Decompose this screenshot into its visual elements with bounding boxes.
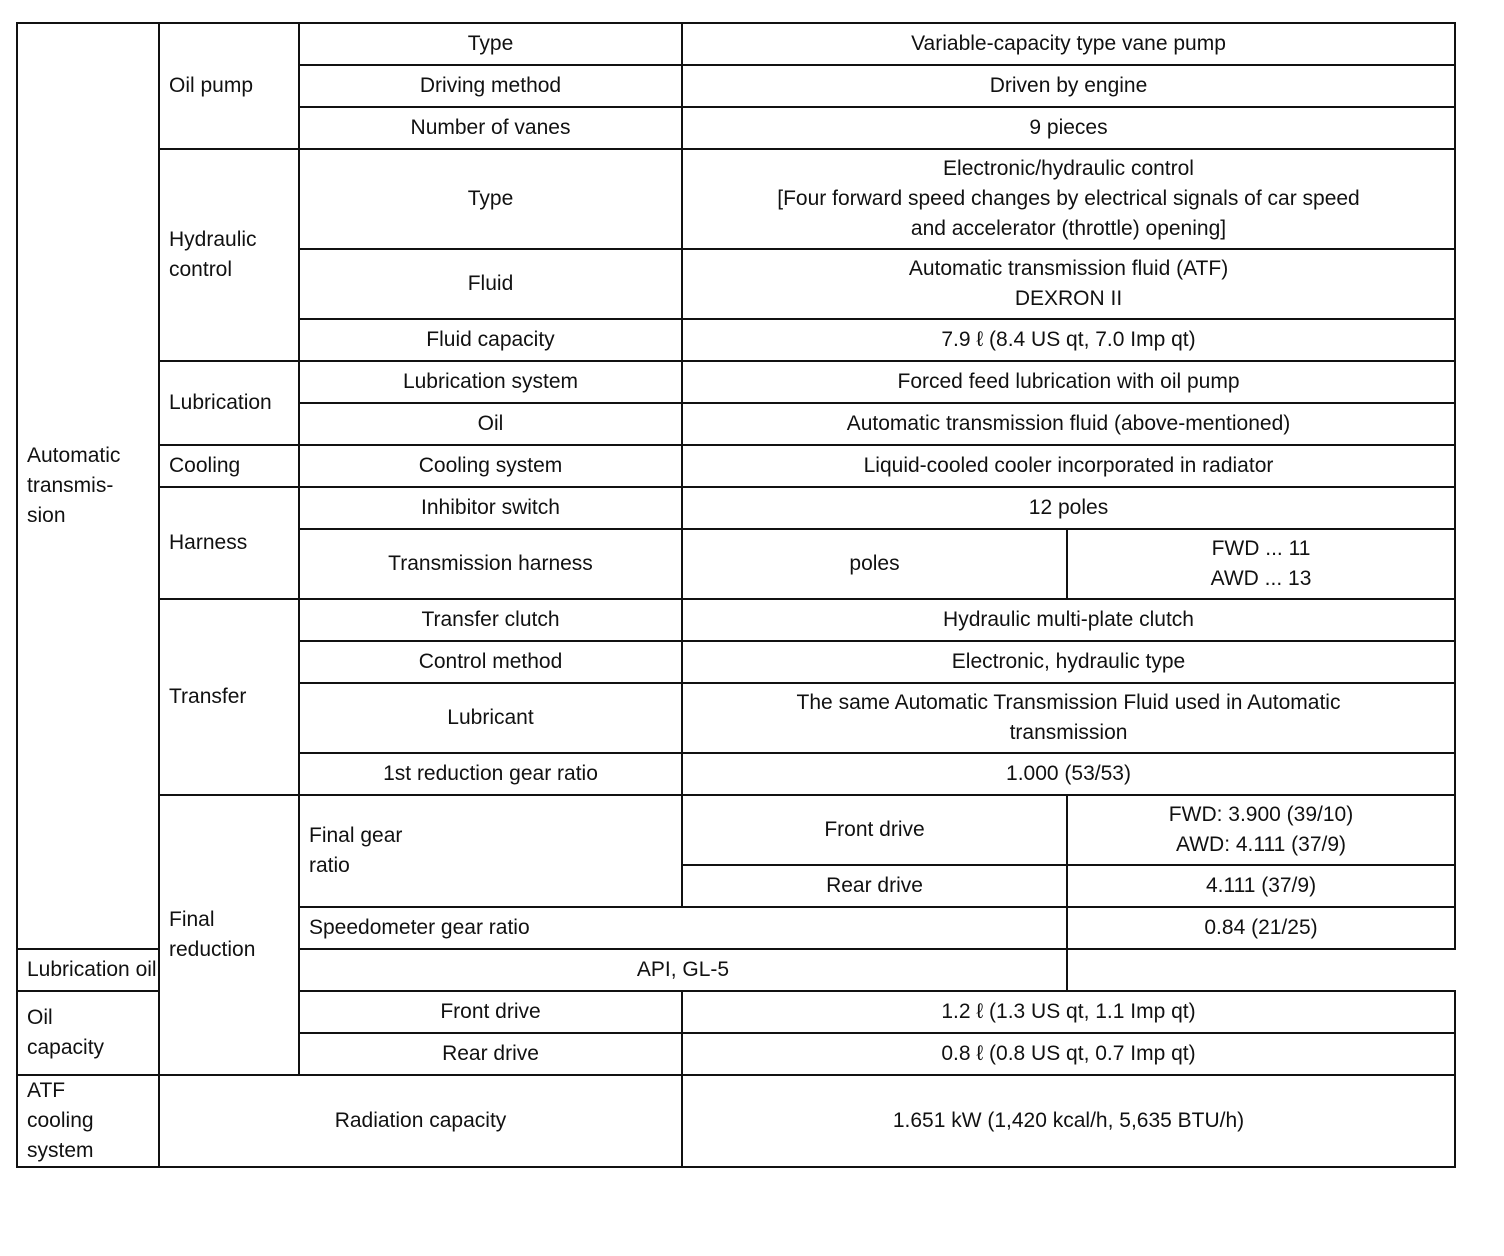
table-row — [17, 599, 1455, 641]
lubrication-oil-label: Lubrication oil — [17, 949, 299, 991]
atf-cooling-system-header: ATF cooling system — [17, 1075, 159, 1167]
final-rear-drive-label: Rear drive — [682, 865, 1067, 907]
number-of-vanes-value: 9 pieces — [682, 107, 1455, 149]
cooling-system-value: Liquid-cooled cooler incorporated in radiator — [682, 445, 1455, 487]
lubrication-header: Lubrication — [159, 361, 299, 445]
speedometer-gear-ratio-label: Speedometer gear ratio — [299, 907, 1067, 949]
number-of-vanes-label: Number of vanes — [299, 107, 682, 149]
table-row — [17, 487, 1455, 529]
reduction-gear-ratio-label: 1st reduction gear ratio — [299, 753, 682, 795]
control-method-value: Electronic, hydraulic type — [682, 641, 1455, 683]
fluid-capacity-label: Fluid capacity — [299, 319, 682, 361]
transmission-harness-label: Transmission harness — [299, 529, 682, 599]
table-row — [17, 361, 1455, 403]
oil-pump-header: Oil pump — [159, 23, 299, 149]
lubrication-oil-value: API, GL-5 — [299, 949, 1067, 991]
capacity-rear-drive-label: Rear drive — [299, 1033, 682, 1075]
transfer-clutch-label: Transfer clutch — [299, 599, 682, 641]
table-row — [17, 445, 1455, 487]
oil-pump-type-label: Type — [299, 23, 682, 65]
fluid-label: Fluid — [299, 249, 682, 319]
final-reduction-header: Final reduction — [159, 795, 299, 1075]
capacity-front-drive-value: 1.2 ℓ (1.3 US qt, 1.1 Imp qt) — [682, 991, 1455, 1033]
lubrication-system-value: Forced feed lubrication with oil pump — [682, 361, 1455, 403]
oil-pump-type-value: Variable-capacity type vane pump — [682, 23, 1455, 65]
driving-method-label: Driving method — [299, 65, 682, 107]
driving-method-value: Driven by engine — [682, 65, 1455, 107]
capacity-front-drive-label: Front drive — [299, 991, 682, 1033]
hydraulic-control-header: Hydraulic control — [159, 149, 299, 361]
oil-capacity-header: Oil capacity — [17, 991, 159, 1075]
final-gear-ratio-header: Final gear ratio — [299, 795, 682, 907]
radiation-capacity-label: Radiation capacity — [159, 1075, 682, 1167]
transfer-clutch-value: Hydraulic multi-plate clutch — [682, 599, 1455, 641]
speedometer-gear-ratio-value: 0.84 (21/25) — [1067, 907, 1455, 949]
hydraulic-type-value: Electronic/hydraulic control [Four forward speed changes by electrical signals of car speed and accelerator (throttle) opening] — [682, 149, 1455, 249]
radiation-capacity-value: 1.651 kW (1,420 kcal/h, 5,635 BTU/h) — [682, 1075, 1455, 1167]
lubrication-system-label: Lubrication system — [299, 361, 682, 403]
oil-label: Oil — [299, 403, 682, 445]
capacity-rear-drive-value: 0.8 ℓ (0.8 US qt, 0.7 Imp qt) — [682, 1033, 1455, 1075]
table-row — [17, 795, 1455, 865]
final-front-drive-label: Front drive — [682, 795, 1067, 865]
reduction-gear-ratio-value: 1.000 (53/53) — [682, 753, 1455, 795]
fluid-value: Automatic transmission fluid (ATF) DEXRON II — [682, 249, 1455, 319]
transmission-harness-unit: poles — [682, 529, 1067, 599]
table-row — [17, 1075, 1455, 1167]
transmission-harness-value: FWD ... 11 AWD ... 13 — [1067, 529, 1455, 599]
lubricant-label: Lubricant — [299, 683, 682, 753]
transfer-header: Transfer — [159, 599, 299, 795]
harness-header: Harness — [159, 487, 299, 599]
table-row — [17, 149, 1455, 249]
specifications-table — [16, 22, 1456, 1168]
cooling-system-label: Cooling system — [299, 445, 682, 487]
automatic-transmission-header: Automatic transmis- sion — [17, 23, 159, 949]
final-rear-drive-value: 4.111 (37/9) — [1067, 865, 1455, 907]
inhibitor-switch-value: 12 poles — [682, 487, 1455, 529]
table-row — [17, 23, 1455, 65]
control-method-label: Control method — [299, 641, 682, 683]
lubricant-value: The same Automatic Transmission Fluid used in Automatic transmission — [682, 683, 1455, 753]
cooling-header: Cooling — [159, 445, 299, 487]
inhibitor-switch-label: Inhibitor switch — [299, 487, 682, 529]
oil-value: Automatic transmission fluid (above-mentioned) — [682, 403, 1455, 445]
fluid-capacity-value: 7.9 ℓ (8.4 US qt, 7.0 Imp qt) — [682, 319, 1455, 361]
final-front-drive-value: FWD: 3.900 (39/10) AWD: 4.111 (37/9) — [1067, 795, 1455, 865]
hydraulic-type-label: Type — [299, 149, 682, 249]
